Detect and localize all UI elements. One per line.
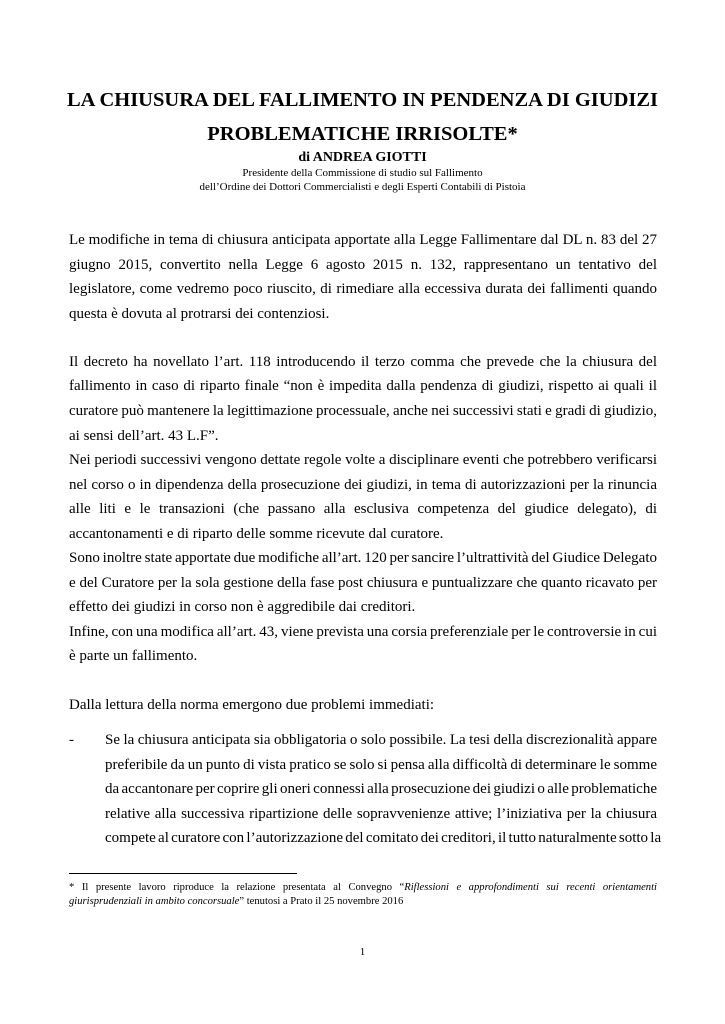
footnote-italic: giurisprudenziali in ambito concorsuale (69, 896, 240, 907)
paragraph-5-line: è parte un fallimento. (69, 648, 198, 664)
footnote-italic: Riflessioni e approfondimenti sui recenti orientamenti (404, 882, 657, 893)
footnote-mark: * (69, 882, 75, 893)
list-bullet-marker: - (69, 732, 74, 748)
list-item-line: compete al curatore con l’autorizzazione del comitato dei creditori, il tutto naturalmente sotto la (105, 830, 662, 846)
author: di ANDREA GIOTTI (298, 150, 427, 165)
paragraph-1-line: legislatore, come vedremo poco riuscito, di rimediare alla eccessiva durata dei fallimenti quando (69, 281, 657, 297)
paragraph-1-line: Le modifiche in tema di chiusura anticipata apportate alla Legge Fallimentare dal DL n. 83 del 27 (69, 232, 657, 248)
paragraph-4-line: Sono inoltre state apportate due modifiche all’art. 120 per sancire l’ultrattività del Giudice Delegato (69, 550, 657, 566)
footnote-line-2 (69, 895, 403, 908)
title-line-2: PROBLEMATICHE IRRISOLTE* (207, 123, 518, 145)
paragraph-2-line: ai sensi dell’art. 43 L.F”. (69, 428, 219, 444)
paragraph-2-line: curatore può mantenere la legittimazione processuale, anche nei successivi stati e gradi di giudizio, (69, 403, 657, 419)
footnote-text: Il presente lavoro riproduce la relazione presentata al Convegno “ (81, 882, 405, 893)
footnote-separator (69, 873, 297, 874)
footnote-text: ” tenutosi a Prato il 25 novembre 2016 (239, 896, 404, 907)
paragraph-3-line: nel corso o in dipendenza della prosecuzione dei giudizi, in tema di autorizzazioni per la rinuncia (69, 477, 657, 493)
affiliation-line-2: dell’Ordine dei Dottori Commercialisti e degli Esperti Contabili di Pistoia (199, 181, 526, 193)
list-item-line: preferibile da un punto di vista pratico se solo si pensa alla difficoltà di determinare le somme (105, 756, 657, 773)
list-item-line: Se la chiusura anticipata sia obbligatoria o solo possibile. La tesi della discrezionalità appare (105, 732, 657, 748)
list-item-line: relative alla successiva ripartizione delle sopravvenienze attive; l’iniziativa per la chiusura (105, 805, 657, 822)
footnote-line-1 (69, 881, 657, 894)
paragraph-2-line: Il decreto ha novellato l’art. 118 introducendo il terzo comma che prevede che la chiusura del (69, 354, 657, 370)
paragraph-3-line: alle liti e le transazioni (che passano alla esclusiva competenza del giudice delegato), di (69, 501, 657, 517)
paragraph-2-line: fallimento in caso di riparto finale “non è impedita dalla pendenza di giudizi, rispetto ai quali il (69, 378, 657, 394)
affiliation-line-1: Presidente della Commissione di studio sul Fallimento (242, 167, 483, 179)
list-item-line: da accantonare per coprire gli oneri connessi alla prosecuzione dei giudizi o alle problematiche (105, 781, 657, 797)
paragraph-4-line: effetto dei giudizi in corso non è aggredibile dai creditori. (69, 599, 416, 615)
page-number: 1 (359, 946, 366, 958)
paragraph-6-line: Dalla lettura della norma emergono due problemi immediati: (69, 697, 435, 713)
title-line-1: LA CHIUSURA DEL FALLIMENTO IN PENDENZA DI GIUDIZI (66, 89, 659, 111)
paragraph-5-line: Infine, con una modifica all’art. 43, viene prevista una corsia preferenziale per le controversie in cui (69, 624, 657, 640)
paragraph-1-line: questa è dovuta al protrarsi dei contenziosi. (69, 306, 330, 322)
paragraph-1-line: giugno 2015, convertito nella Legge 6 agosto 2015 n. 132, rappresentano un tentativo del (69, 257, 657, 273)
paragraph-3-line: Nei periodi successivi vengono dettate regole volte a disciplinare eventi che potrebbero verificarsi (69, 452, 657, 468)
paragraph-3-line: accantonamenti e di riparto delle somme ricevute dal curatore. (69, 526, 444, 542)
paragraph-4-line: e del Curatore per la sola gestione della fase post chiusura e puntualizzare che quanto ricavato per (69, 575, 657, 591)
